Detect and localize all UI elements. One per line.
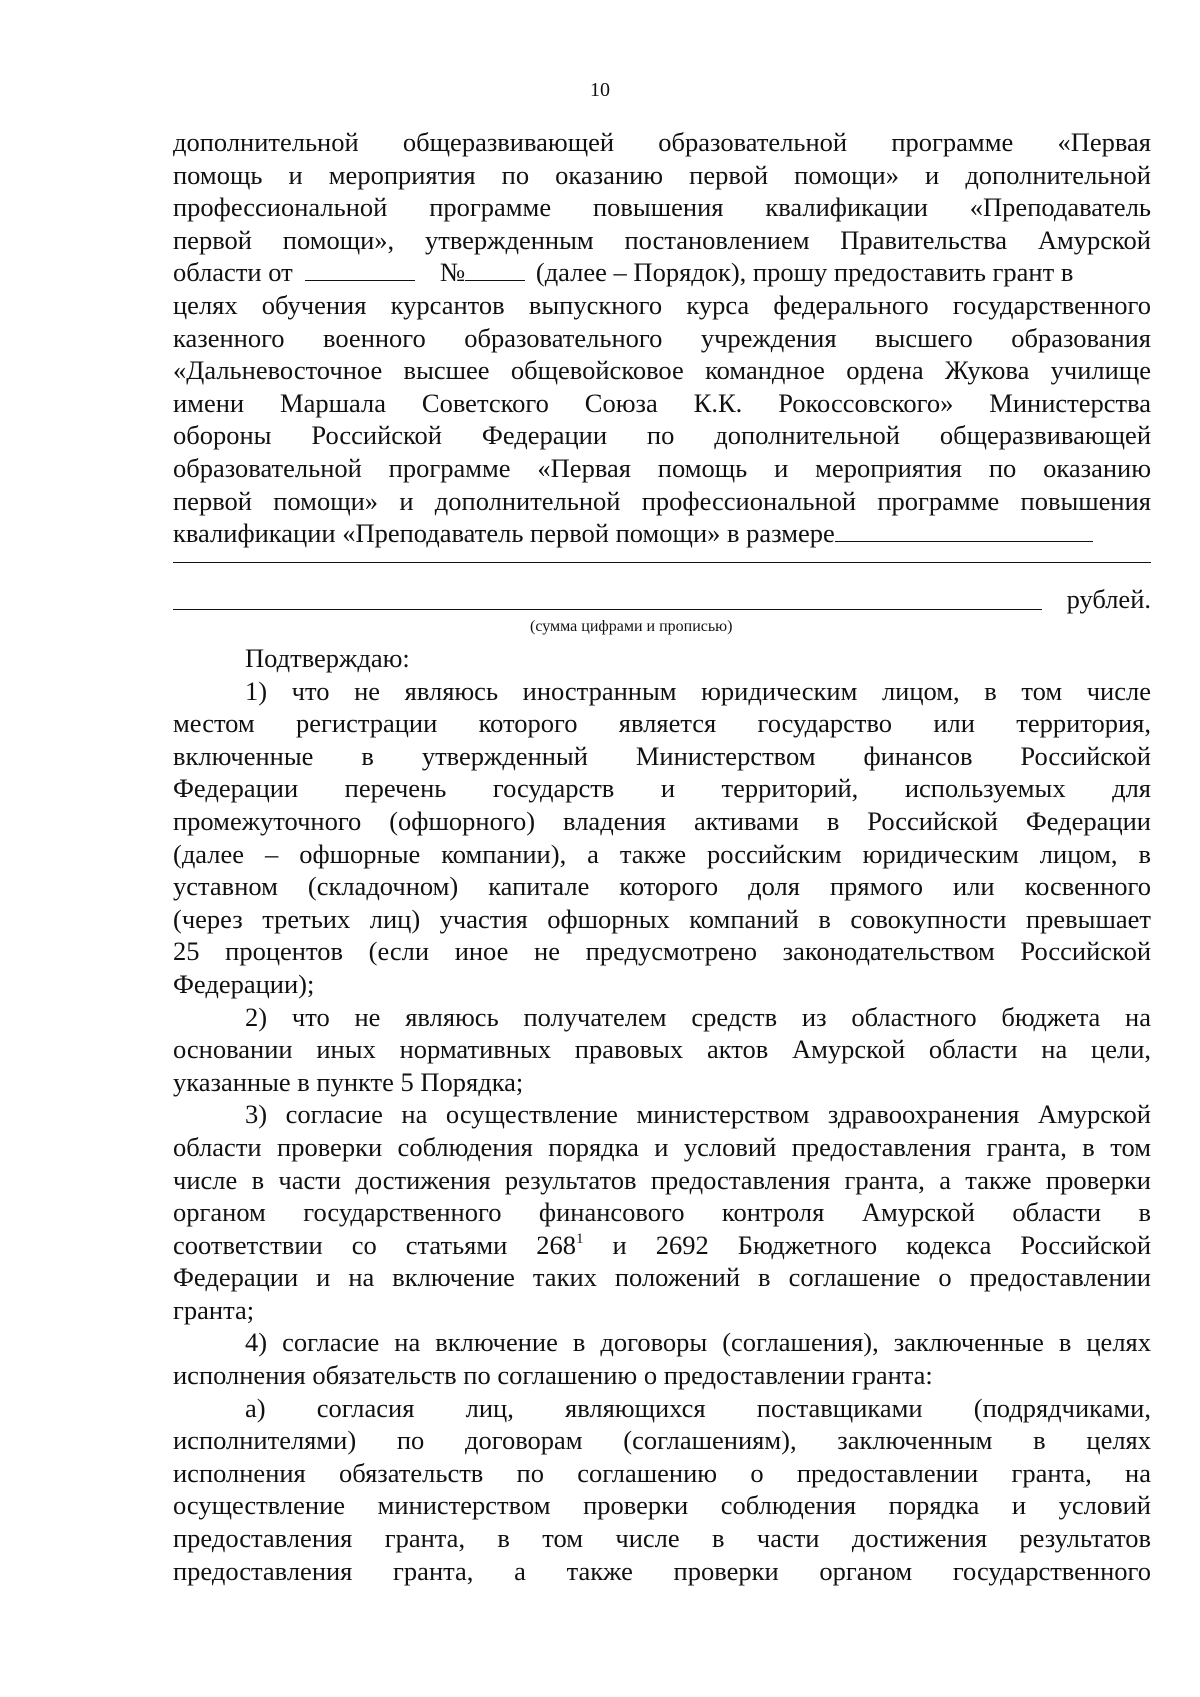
confirmations-section [173, 642, 1151, 1587]
item-2-line: 2) что не являюсь получателем средств из областного бюджета на [245, 1001, 1151, 1032]
article-text: соответствии со статьями 268 [173, 1229, 577, 1260]
text-line: дополнительной общеразвивающей образовательной программе «Первая [173, 127, 1151, 157]
date-blank [305, 258, 415, 281]
item-a-line: исполнения обязательств по соглашению о предоставлении гранта, на [173, 1457, 1151, 1488]
item-4-line-last: исполнения обязательств по соглашению о предоставлении гранта: [173, 1360, 933, 1391]
text-line-date-number [173, 256, 1151, 289]
text-line: профессиональной программе повышения квалификации «Преподаватель [173, 192, 1151, 223]
confirm-heading: Подтверждаю: [245, 643, 410, 673]
text-line: первой помощи» и дополнительной профессиональной программе повышения [173, 485, 1151, 516]
application-intro-paragraph [173, 126, 1151, 550]
rubles-row [173, 583, 1151, 615]
article-superscript: 1 [576, 1230, 584, 1247]
amount-line [173, 517, 1151, 550]
item-3-line-last: гранта; [173, 1294, 255, 1325]
item-3-line: органом государственного финансового контроля Амурской области в [173, 1197, 1151, 1228]
amount-label: квалификации «Преподаватель первой помощи» в размере [173, 518, 835, 549]
text-line: «Дальневосточное высшее общевойсковое командное ордена Жукова училище [173, 355, 1151, 386]
item-a-line: исполнителями) по договорам (соглашениям), заключенным в целях [173, 1425, 1151, 1456]
rubles-label: рублей. [1066, 584, 1151, 614]
item-3-line: 3) согласие на осуществление министерством здравоохранения Амурской [245, 1099, 1151, 1130]
text-line: обороны Российской Федерации по дополнительной общеразвивающей [173, 420, 1151, 451]
item-1-line: Федерации перечень государств и территорий, используемых для [173, 773, 1151, 804]
item-a-line: а) согласия лиц, являющихся поставщиками (подрядчиками, [245, 1392, 1151, 1423]
item-2-line-last: указанные в пункте 5 Порядка; [173, 1066, 524, 1097]
item-1-line: промежуточного (офшорного) владения активами в Российской Федерации [173, 805, 1151, 836]
text-line: помощь и мероприятия по оказанию первой помощи» и дополнительной [173, 159, 1151, 190]
article-text-tail: и 2692 Бюджетного кодекса Российской [583, 1229, 1151, 1260]
number-blank [465, 258, 525, 281]
item-1-line: (через третьих лиц) участия офшорных компаний в совокупности превышает [173, 903, 1151, 934]
text-line: казенного военного образовательного учреждения высшего образования [173, 322, 1151, 353]
item-1-line: уставном (складочном) капитале которого доля прямого или косвенного [173, 871, 1151, 902]
item-1-line: 25 процентов (если иное не предусмотрено законодательством Российской [173, 936, 1151, 967]
text-line: имени Маршала Советского Союза К.К. Рокоссовского» Министерства [173, 387, 1151, 418]
amount-caption: (сумма цифрами и прописью) [530, 618, 733, 635]
item-2-line: основании иных нормативных правовых актов Амурской области на цели, [173, 1034, 1151, 1065]
item-a-line: предоставления гранта, в том числе в части достижения результатов [173, 1523, 1151, 1554]
item-3-article-line [173, 1229, 1151, 1262]
item-a-line: осуществление министерством проверки соблюдения порядка и условий [173, 1490, 1151, 1521]
item-1-line: 1) что не являюсь иностранным юридическим лицом, в том числе [245, 675, 1151, 706]
page-number: 10 [590, 79, 610, 101]
text-line: первой помощи», утвержденным постановлением Правительства Амурской [173, 224, 1151, 255]
item-1-line: (далее – офшорные компании), а также российским юридическим лицом, в [173, 838, 1151, 869]
amount-blank [835, 519, 1093, 542]
item-3-line: области проверки соблюдения порядка и условий предоставления гранта, в том [173, 1131, 1151, 1162]
item-a-line: предоставления гранта, а также проверки органом государственного [173, 1555, 1151, 1586]
date-label: области от [173, 257, 293, 288]
text-line: образовательной программе «Первая помощь и мероприятия по оказанию [173, 452, 1151, 483]
item-3-line: Федерации и на включение таких положений в соглашение о предоставлении [173, 1262, 1151, 1293]
item-1-line: включенные в утвержденный Министерством финансов Российской [173, 740, 1151, 771]
amount-blank-line-2 [173, 609, 1042, 610]
item-1-line: местом регистрации которого является государство или территория, [173, 708, 1151, 739]
item-1-line-last: Федерации); [173, 968, 315, 999]
text-line: целях обучения курсантов выпускного курса федерального государственного [173, 289, 1151, 320]
text-line-tail: (далее – Порядок), прошу предоставить грант в [535, 257, 1074, 288]
item-4-line: 4) согласие на включение в договоры (соглашения), заключенные в целях [245, 1327, 1151, 1358]
amount-blank-line [173, 562, 1151, 563]
item-3-line: числе в части достижения результатов предоставления гранта, а также проверки [173, 1164, 1151, 1195]
number-sign: № [439, 257, 466, 288]
